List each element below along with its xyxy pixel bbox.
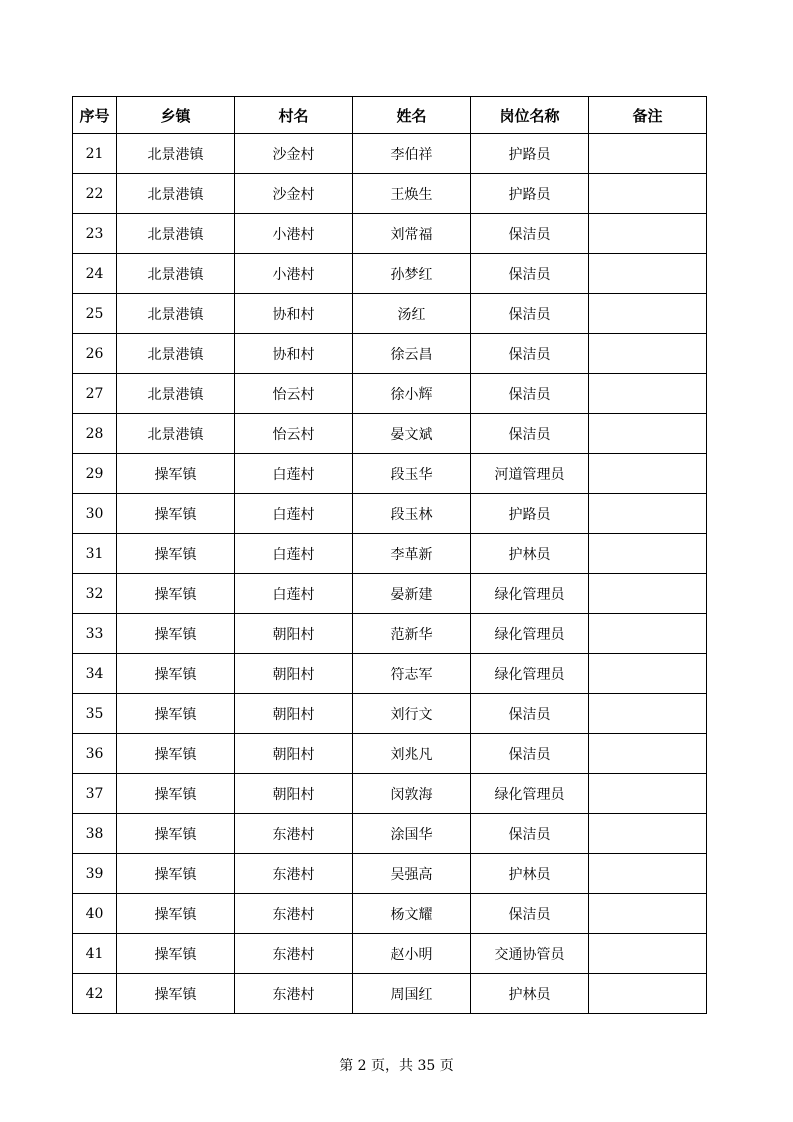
cell-name: 晏新建	[353, 574, 471, 614]
cell-town: 北景港镇	[117, 134, 235, 174]
cell-town: 操军镇	[117, 934, 235, 974]
cell-town: 北景港镇	[117, 294, 235, 334]
cell-remarks	[589, 974, 707, 1014]
cell-town: 北景港镇	[117, 374, 235, 414]
page-footer: 第 2 页，共 35 页	[339, 1058, 454, 1074]
cell-name: 赵小明	[353, 934, 471, 974]
cell-seq: 33	[73, 614, 117, 654]
table-row	[73, 214, 707, 254]
cell-village: 东港村	[235, 814, 353, 854]
cell-village: 怡云村	[235, 374, 353, 414]
cell-village: 朝阳村	[235, 654, 353, 694]
table-row	[73, 254, 707, 294]
cell-seq: 23	[73, 214, 117, 254]
cell-name: 徐云昌	[353, 334, 471, 374]
cell-seq: 26	[73, 334, 117, 374]
cell-position: 保洁员	[471, 694, 589, 734]
table-row	[73, 654, 707, 694]
table-header-row	[73, 97, 707, 134]
cell-town: 北景港镇	[117, 334, 235, 374]
cell-name: 段玉华	[353, 454, 471, 494]
cell-name: 刘兆凡	[353, 734, 471, 774]
cell-seq: 27	[73, 374, 117, 414]
cell-village: 朝阳村	[235, 694, 353, 734]
cell-seq: 25	[73, 294, 117, 334]
cell-village: 小港村	[235, 254, 353, 294]
cell-village: 东港村	[235, 974, 353, 1014]
cell-town: 操军镇	[117, 974, 235, 1014]
cell-village: 沙金村	[235, 134, 353, 174]
table-row	[73, 614, 707, 654]
cell-name: 刘常福	[353, 214, 471, 254]
cell-remarks	[589, 134, 707, 174]
cell-village: 白莲村	[235, 574, 353, 614]
cell-seq: 31	[73, 534, 117, 574]
cell-name: 王焕生	[353, 174, 471, 214]
cell-remarks	[589, 414, 707, 454]
header-seq: 序号	[73, 97, 117, 134]
table-row	[73, 334, 707, 374]
cell-village: 怡云村	[235, 414, 353, 454]
cell-name: 李伯祥	[353, 134, 471, 174]
table-row	[73, 774, 707, 814]
header-name: 姓名	[353, 97, 471, 134]
cell-town: 操军镇	[117, 534, 235, 574]
table-row	[73, 934, 707, 974]
cell-remarks	[589, 654, 707, 694]
cell-town: 操军镇	[117, 654, 235, 694]
table-row	[73, 974, 707, 1014]
cell-seq: 35	[73, 694, 117, 734]
cell-village: 东港村	[235, 854, 353, 894]
cell-seq: 29	[73, 454, 117, 494]
cell-town: 操军镇	[117, 814, 235, 854]
cell-seq: 28	[73, 414, 117, 454]
cell-position: 绿化管理员	[471, 774, 589, 814]
cell-name: 李革新	[353, 534, 471, 574]
cell-position: 护林员	[471, 974, 589, 1014]
cell-village: 东港村	[235, 934, 353, 974]
cell-name: 周国红	[353, 974, 471, 1014]
cell-remarks	[589, 454, 707, 494]
cell-seq: 34	[73, 654, 117, 694]
table-row	[73, 534, 707, 574]
cell-seq: 30	[73, 494, 117, 534]
cell-remarks	[589, 254, 707, 294]
cell-town: 操军镇	[117, 894, 235, 934]
cell-name: 符志军	[353, 654, 471, 694]
cell-village: 朝阳村	[235, 614, 353, 654]
cell-town: 操军镇	[117, 494, 235, 534]
cell-remarks	[589, 174, 707, 214]
table-row	[73, 574, 707, 614]
cell-remarks	[589, 934, 707, 974]
cell-remarks	[589, 854, 707, 894]
cell-remarks	[589, 574, 707, 614]
cell-remarks	[589, 774, 707, 814]
cell-village: 协和村	[235, 334, 353, 374]
cell-name: 涂国华	[353, 814, 471, 854]
cell-town: 北景港镇	[117, 254, 235, 294]
cell-remarks	[589, 814, 707, 854]
cell-name: 吴强高	[353, 854, 471, 894]
cell-position: 护路员	[471, 494, 589, 534]
cell-name: 晏文斌	[353, 414, 471, 454]
cell-position: 保洁员	[471, 294, 589, 334]
table-row	[73, 134, 707, 174]
cell-seq: 40	[73, 894, 117, 934]
cell-village: 朝阳村	[235, 774, 353, 814]
cell-position: 绿化管理员	[471, 574, 589, 614]
cell-town: 操军镇	[117, 454, 235, 494]
table-row	[73, 734, 707, 774]
cell-position: 保洁员	[471, 814, 589, 854]
cell-name: 段玉林	[353, 494, 471, 534]
cell-village: 小港村	[235, 214, 353, 254]
cell-name: 汤红	[353, 294, 471, 334]
cell-position: 绿化管理员	[471, 614, 589, 654]
cell-seq: 41	[73, 934, 117, 974]
table-body	[73, 134, 707, 1014]
cell-remarks	[589, 214, 707, 254]
cell-position: 护林员	[471, 534, 589, 574]
cell-town: 操军镇	[117, 774, 235, 814]
cell-name: 闵敦海	[353, 774, 471, 814]
cell-remarks	[589, 374, 707, 414]
cell-seq: 36	[73, 734, 117, 774]
cell-remarks	[589, 734, 707, 774]
header-remarks: 备注	[589, 97, 707, 134]
cell-name: 徐小辉	[353, 374, 471, 414]
header-village: 村名	[235, 97, 353, 134]
cell-position: 保洁员	[471, 334, 589, 374]
header-position: 岗位名称	[471, 97, 589, 134]
cell-town: 操军镇	[117, 574, 235, 614]
cell-position: 护路员	[471, 134, 589, 174]
cell-town: 操军镇	[117, 854, 235, 894]
cell-village: 朝阳村	[235, 734, 353, 774]
cell-remarks	[589, 534, 707, 574]
cell-name: 孙梦红	[353, 254, 471, 294]
cell-village: 沙金村	[235, 174, 353, 214]
table-row	[73, 414, 707, 454]
cell-position: 保洁员	[471, 414, 589, 454]
table-row	[73, 814, 707, 854]
cell-seq: 37	[73, 774, 117, 814]
cell-seq: 24	[73, 254, 117, 294]
cell-remarks	[589, 294, 707, 334]
table-row	[73, 174, 707, 214]
cell-position: 护路员	[471, 174, 589, 214]
table-row	[73, 494, 707, 534]
cell-town: 操军镇	[117, 614, 235, 654]
cell-position: 保洁员	[471, 214, 589, 254]
table-row	[73, 854, 707, 894]
cell-position: 交通协管员	[471, 934, 589, 974]
table-row	[73, 294, 707, 334]
cell-remarks	[589, 614, 707, 654]
cell-position: 保洁员	[471, 374, 589, 414]
cell-town: 北景港镇	[117, 414, 235, 454]
cell-remarks	[589, 694, 707, 734]
cell-village: 协和村	[235, 294, 353, 334]
roster-table	[72, 96, 707, 1014]
cell-position: 河道管理员	[471, 454, 589, 494]
cell-seq: 38	[73, 814, 117, 854]
cell-seq: 21	[73, 134, 117, 174]
table-row	[73, 374, 707, 414]
table-row	[73, 454, 707, 494]
cell-town: 操军镇	[117, 694, 235, 734]
cell-position: 保洁员	[471, 894, 589, 934]
cell-town: 北景港镇	[117, 174, 235, 214]
header-town: 乡镇	[117, 97, 235, 134]
table-row	[73, 694, 707, 734]
cell-town: 北景港镇	[117, 214, 235, 254]
cell-seq: 39	[73, 854, 117, 894]
cell-village: 白莲村	[235, 454, 353, 494]
cell-village: 白莲村	[235, 534, 353, 574]
cell-seq: 32	[73, 574, 117, 614]
cell-position: 护林员	[471, 854, 589, 894]
cell-name: 范新华	[353, 614, 471, 654]
table-row	[73, 894, 707, 934]
cell-remarks	[589, 334, 707, 374]
cell-name: 刘行文	[353, 694, 471, 734]
cell-position: 保洁员	[471, 734, 589, 774]
cell-village: 东港村	[235, 894, 353, 934]
cell-remarks	[589, 894, 707, 934]
cell-village: 白莲村	[235, 494, 353, 534]
cell-remarks	[589, 494, 707, 534]
cell-seq: 22	[73, 174, 117, 214]
cell-town: 操军镇	[117, 734, 235, 774]
cell-position: 绿化管理员	[471, 654, 589, 694]
cell-seq: 42	[73, 974, 117, 1014]
cell-name: 杨文耀	[353, 894, 471, 934]
cell-position: 保洁员	[471, 254, 589, 294]
